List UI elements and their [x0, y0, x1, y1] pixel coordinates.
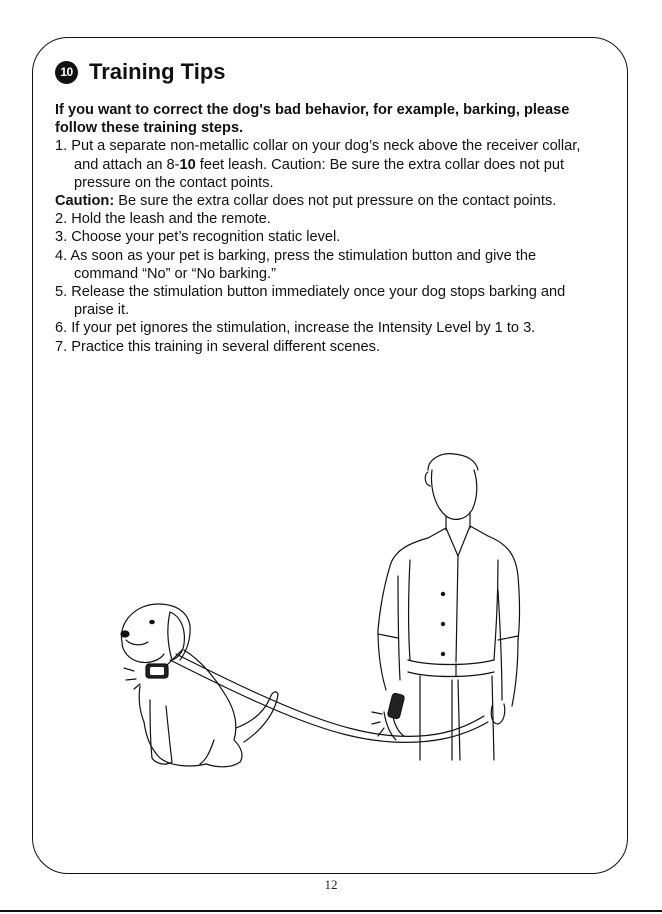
step-5-line-1: 5. Release the stimulation button immediately once your dog stops barking and — [55, 284, 566, 301]
step-4-line-2: command “No” or “No barking.” — [74, 265, 276, 282]
step-1-line-3: pressure on the contact points. — [74, 174, 274, 191]
step-1-line-2-post: feet leash. Caution: Be sure the extra collar does not put — [195, 156, 565, 173]
page-number: 12 — [324, 877, 338, 892]
step-2: 2. Hold the leash and the remote. — [55, 211, 271, 228]
intro-text: If you want to correct the dog's bad behavior, for example, barking, please follow these training steps. — [55, 102, 570, 137]
step-7: 7. Practice this training in several different scenes. — [55, 338, 381, 355]
section-number-badge: 10 — [55, 61, 78, 84]
step-4-line-1: 4. As soon as your pet is barking, press the stimulation button and give the — [55, 247, 537, 264]
step-6: 6. If your pet ignores the stimulation, increase the Intensity Level by 1 to 3. — [55, 320, 536, 337]
step-1-line-2-pre: and attach an 8- — [74, 156, 180, 173]
dog-illustration — [121, 604, 278, 767]
leash — [170, 654, 488, 742]
step-3: 3. Choose your pet’s recognition static level. — [55, 229, 341, 246]
man-illustration — [372, 454, 520, 760]
bottom-rule — [0, 910, 662, 912]
step-5-line-2: praise it. — [74, 302, 130, 319]
caution-text: Be sure the extra collar does not put pressure on the contact points. — [114, 193, 557, 210]
step-1-line-1: 1. Put a separate non-metallic collar on your dog’s neck above the receiver collar, — [55, 138, 581, 155]
section-title: Training Tips — [89, 59, 226, 84]
caution-label: Caution: — [55, 193, 115, 210]
step-1-line-2-bold: 10 — [179, 156, 196, 173]
